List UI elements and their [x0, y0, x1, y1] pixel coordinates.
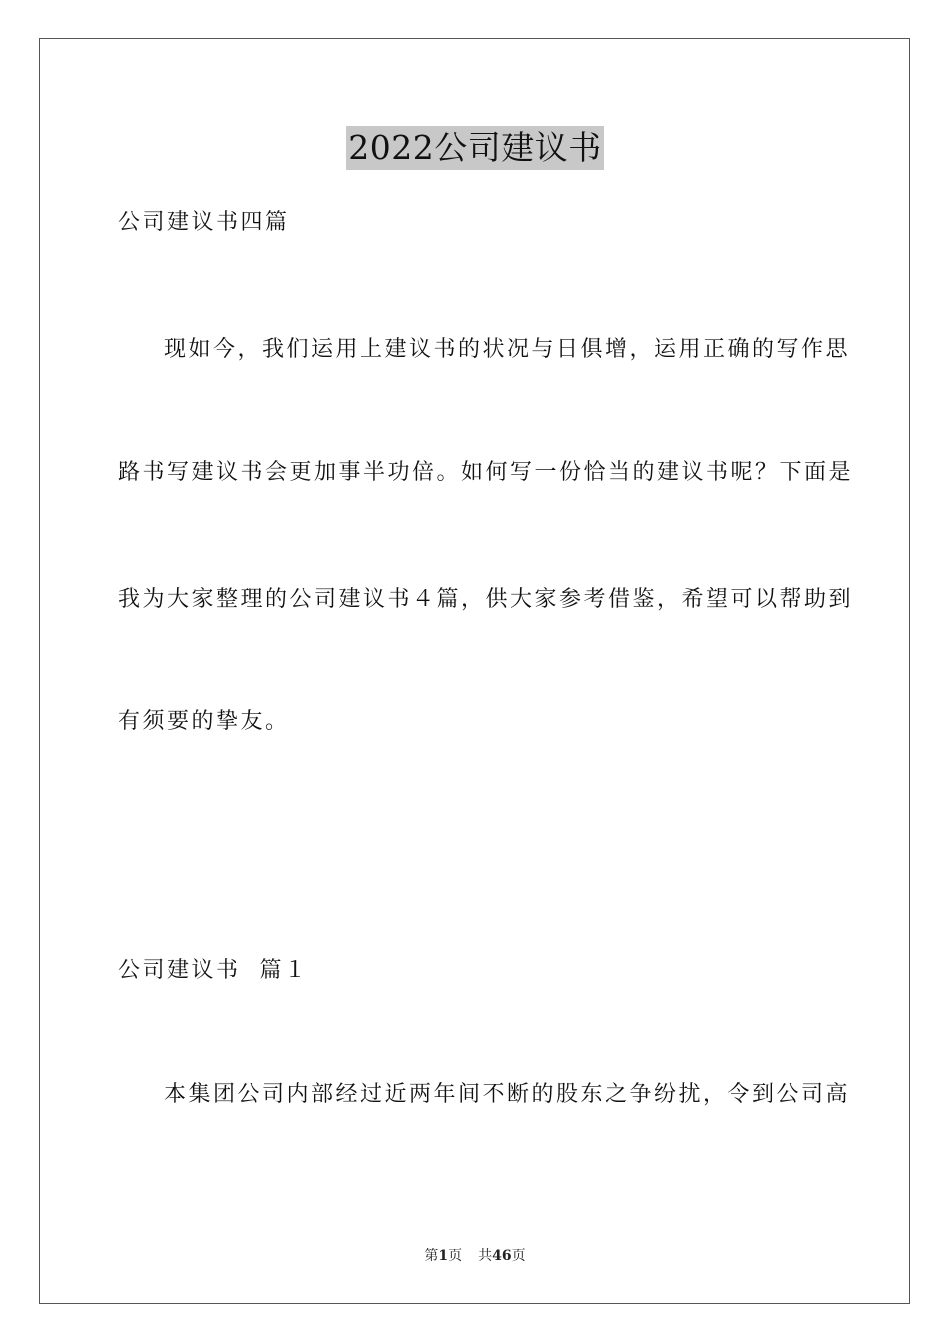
footer-total-suffix: 页	[511, 1248, 526, 1264]
footer-total-prefix: 共	[478, 1248, 493, 1264]
page-footer	[0, 1246, 950, 1266]
footer-total-number: 46	[492, 1248, 512, 1264]
intro-line-2: 路书写建议书会更加事半功倍。如何写一份恰当的建议书呢？下面是	[118, 460, 854, 485]
section-heading: 公司建议书 篇１	[118, 958, 309, 983]
footer-page-suffix: 页	[448, 1248, 463, 1264]
intro-line-4: 有须要的挚友。	[118, 709, 290, 734]
document-title: 2022公司建议书	[346, 126, 603, 170]
title-container	[0, 126, 950, 170]
document-subtitle: 公司建议书四篇	[118, 210, 290, 235]
intro-line-1: 现如今，我们运用上建议书的状况与日俱增，运用正确的写作思	[164, 337, 851, 362]
intro-line-3: 我为大家整理的公司建议书４篇，供大家参考借鉴，希望可以帮助到	[118, 587, 854, 612]
footer-page-prefix: 第	[424, 1248, 439, 1264]
footer-page-number: 1	[438, 1248, 449, 1264]
section-line-1: 本集团公司内部经过近两年间不断的股东之争纷扰，令到公司高	[164, 1082, 851, 1107]
